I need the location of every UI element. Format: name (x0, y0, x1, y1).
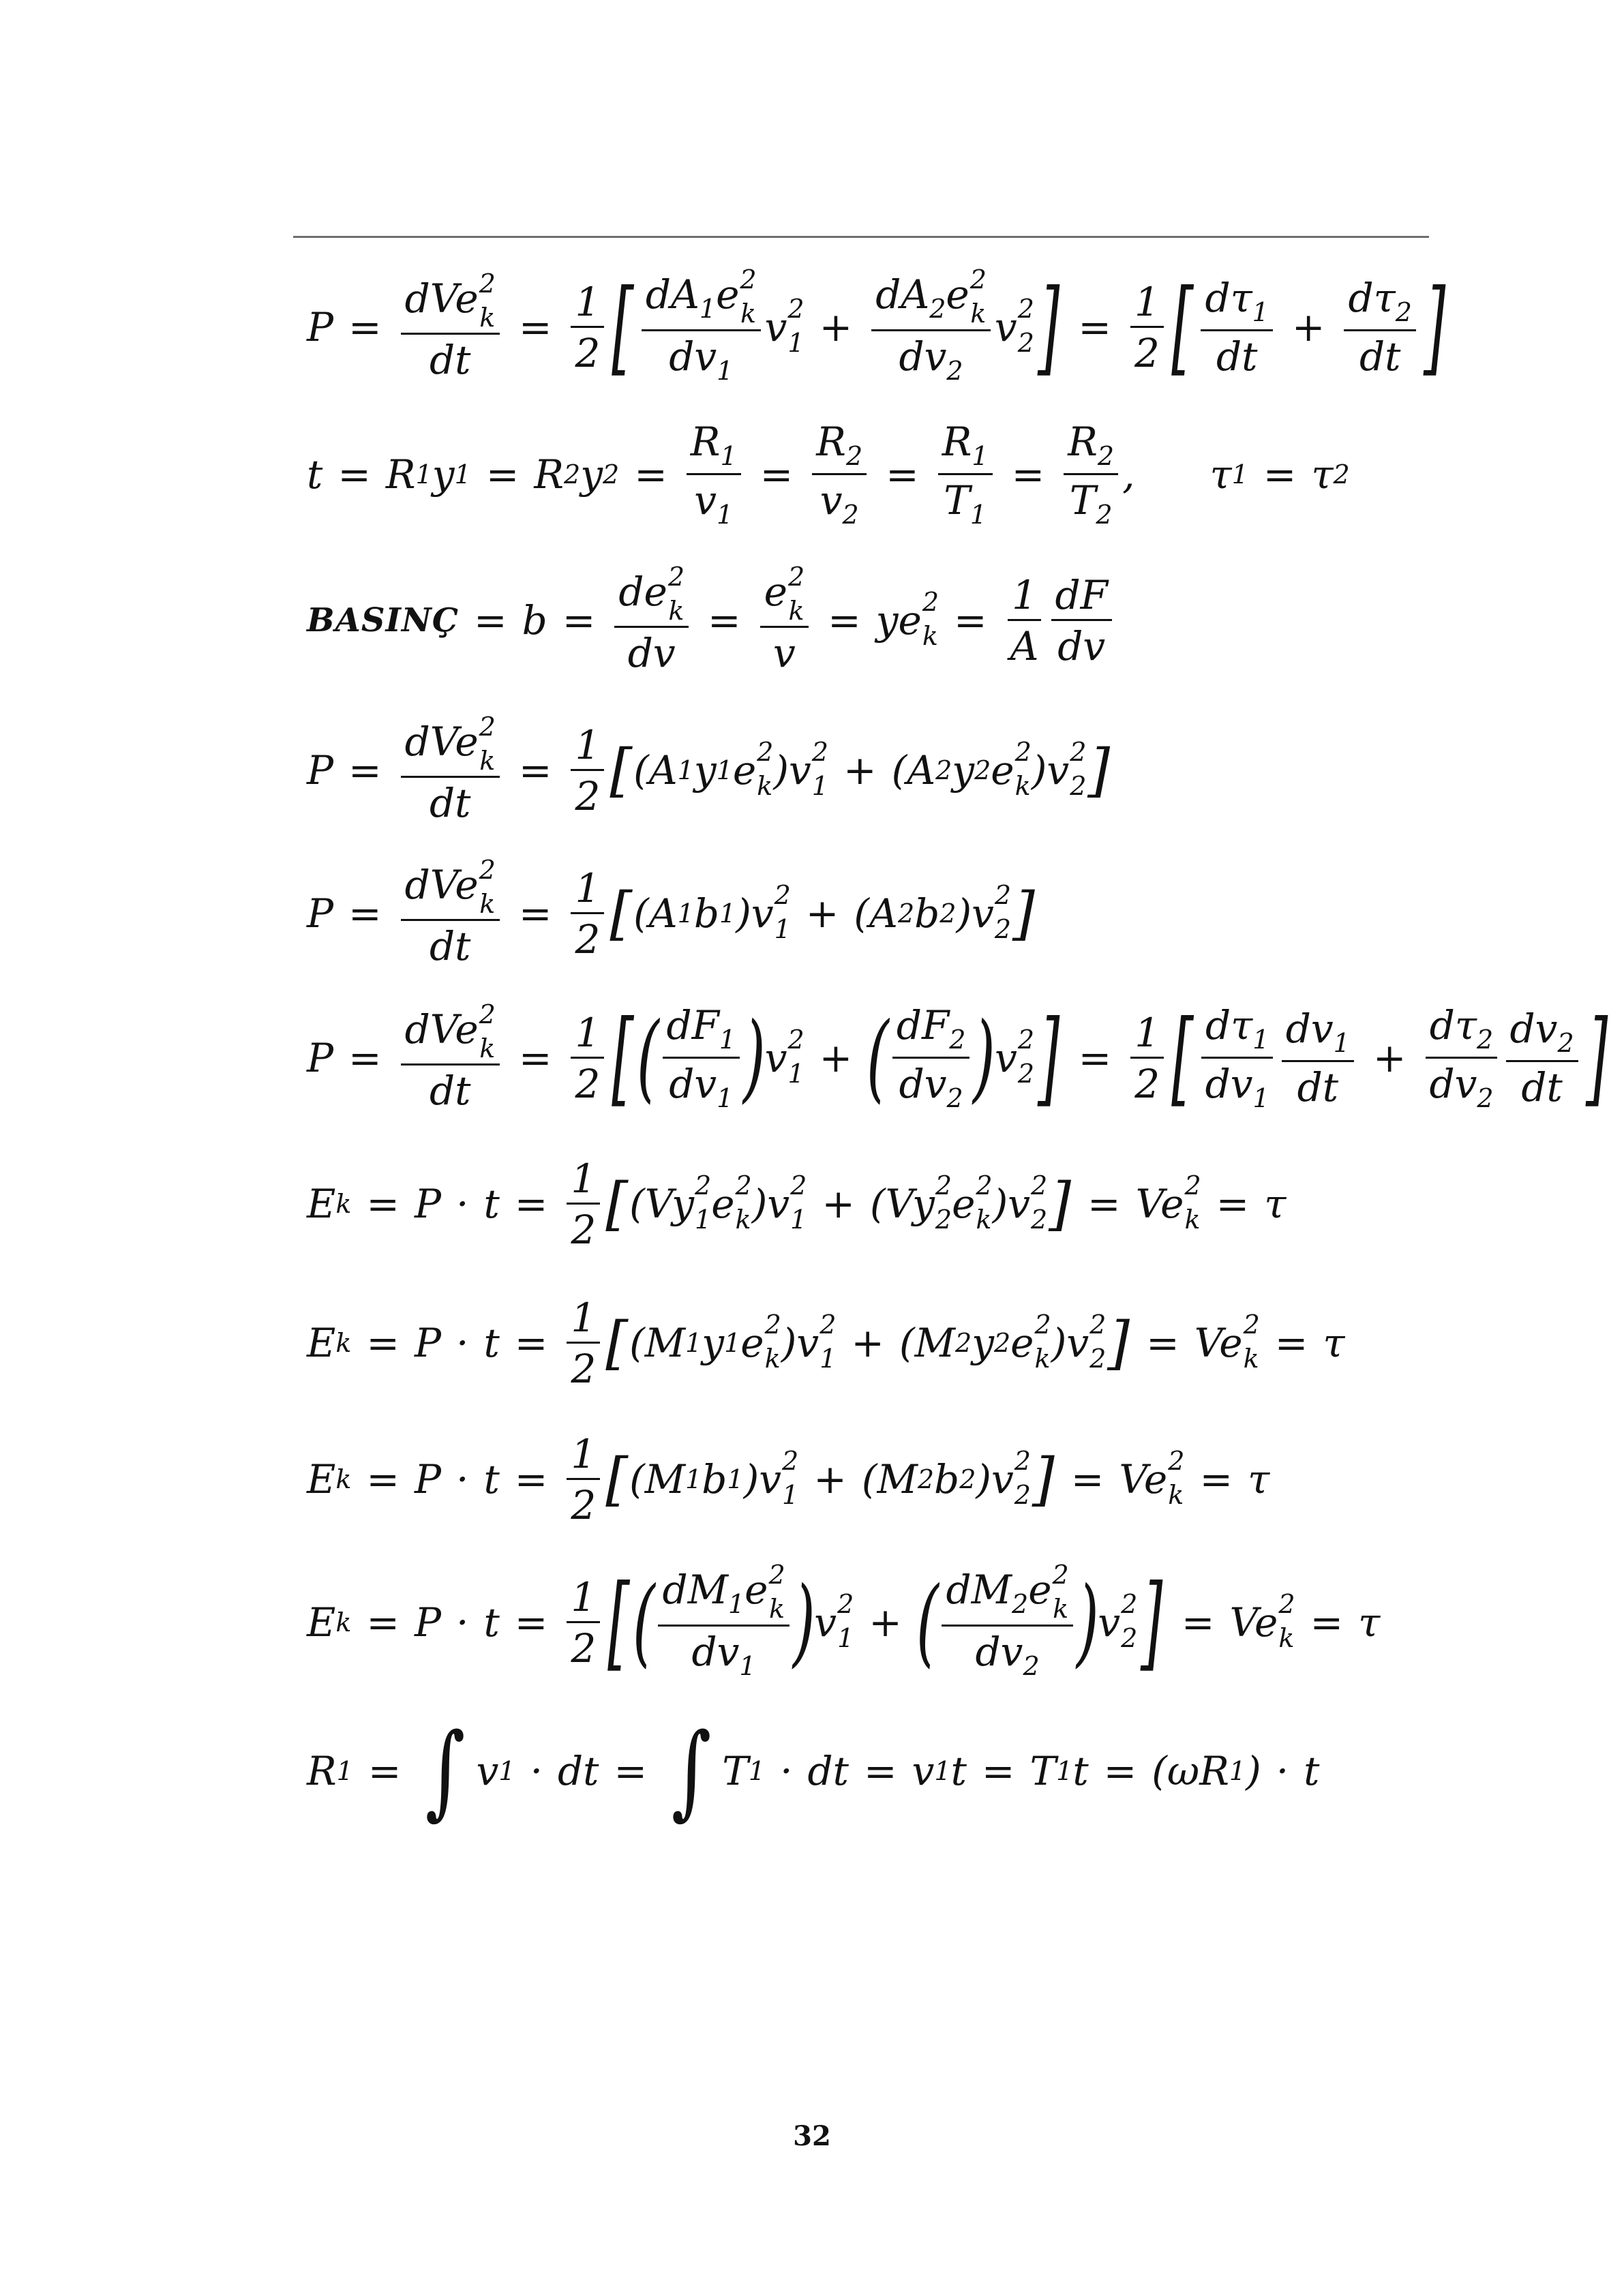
equation-8: E k = P · t = $\frac{1}{2}$ [ ( M 1 y 1 e 2 k ) v 2 1 + ( M 2 y 2 e 2 k ) v 2 2 ] = Ve 2 k = τ (307, 1294, 1345, 1392)
equation-9: E k = P · t = $\frac{1}{2}$ [ ( M 1 b 1 ) v 2 1 + ( M 2 b 2 ) v 2 2 ] = Ve 2 k = τ (307, 1430, 1270, 1528)
equation-5: P = dVe 2 k dt = $\frac{1}{2}$ [ ( A 1 b 1 ) v 2 1 + ( A 2 b 2 ) v 2 2 ] (307, 854, 1035, 970)
equation-11: R 1 = ∫ v 1 · dt = ∫ T 1 · dt = v 1 t = T 1 t = ( ωR 1 ) · t (307, 1712, 1320, 1830)
header-rule (293, 236, 1429, 238)
equation-1: P = dVe 2 k dt = $\frac{1}{2}$ [ $dA_1e$ 2 k $dv_1$ v 2 1 + $dA_2e$ 2 k $dv_2$ v 2 2 ] = $\frac{1}{2}$ [ $\frac{d\tau_1}{dt}$ + $\frac{d\tau_2}{dt}$ ] (307, 265, 1446, 387)
equation-2: t = R 1 y 1 = R 2 y 2 = $\frac{R_1}{v_1}$ = $\frac{R_2}{v_2}$ = $\frac{R_1}{T_1}$ = $\frac{R_2}{T_2}$ , τ 1 = τ 2 (307, 418, 1350, 530)
equation-6: P = dVe 2 k dt = $\frac{1}{2}$ [ ( $\frac{dF_1}{dv_1}$ ) v 2 1 + ( $\frac{dF_2}{dv_2}$ ) v 2 2 ] = $\frac{1}{2}$ [ $\frac{d\tau_1}{dv_1}$ $\frac{dv_1}{dt}$ + $\frac{d\tau_2}{dv_2}$ $\frac{dv_2}{dt}$ ] (307, 999, 1608, 1117)
equation-10: E k = P · t = $\frac{1}{2}$ [ ( $dM_1e$ 2 k $dv_1$ ) v 2 1 + ( $dM_2e$ 2 k $dv_2$ ) v 2 2 ] = Ve 2 k = τ (307, 1560, 1381, 1682)
page-number: 32 (793, 2120, 831, 2152)
section-word: BASINÇ (307, 601, 460, 639)
equation-4: P = dVe 2 k dt = $\frac{1}{2}$ [ ( A 1 y 1 e 2 k ) v 2 1 + ( A 2 y 2 e 2 k ) v 2 2 ] (307, 711, 1111, 827)
equation-7: E k = P · t = $\frac{1}{2}$ [ ( Vy 2 1 e 2 k ) v 2 1 + ( Vy 2 2 e 2 k ) v 2 2 ] = Ve 2 k = τ (307, 1155, 1287, 1253)
equation-3: BASINÇ = b = de 2 k dv = e 2 k v = ye 2 k = $\frac{1}{A}$ $\frac{dF}{dv}$ (307, 559, 1466, 682)
